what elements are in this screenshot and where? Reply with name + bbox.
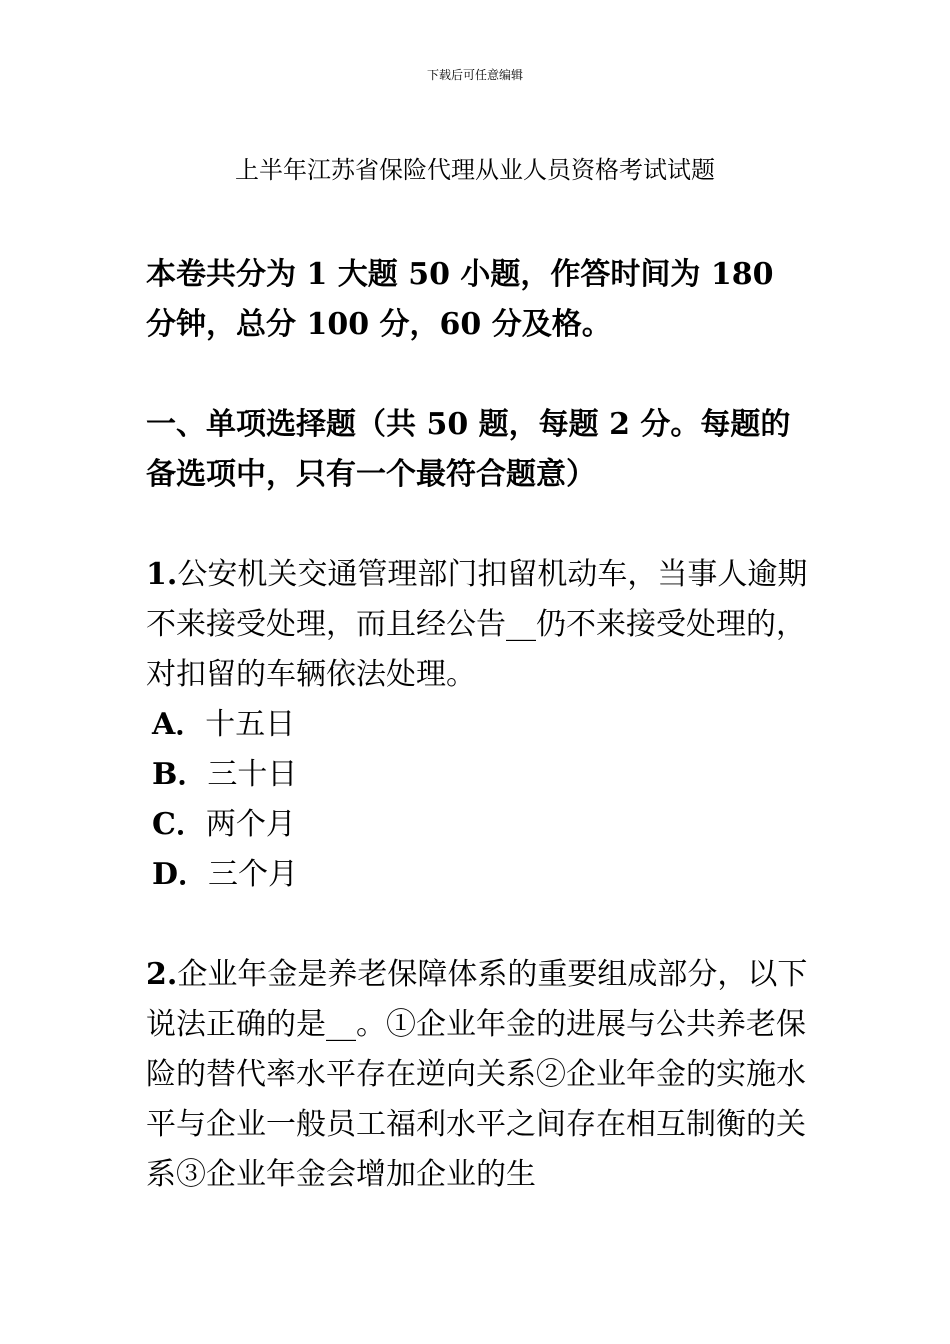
header-note: 下载后可任意编辑 (426, 68, 523, 82)
question-stem (146, 550, 810, 700)
section-heading: 一、单项选择题（共 50 题，每题 2 分。每题的备选项中，只有一个最符合题意） (146, 407, 791, 492)
question-2 (146, 950, 810, 1200)
option-letter: D． (152, 857, 209, 892)
question-number: 2. (146, 957, 178, 992)
document-title: 上半年江苏省保险代理从业人员资格考试试题 (235, 156, 715, 184)
document-body (146, 250, 810, 1200)
option-a (146, 700, 810, 750)
option-text: 三十日 (207, 757, 298, 792)
option-d (146, 850, 810, 900)
question-stem (146, 950, 810, 1200)
option-letter: B． (152, 757, 208, 792)
option-text: 十五日 (205, 707, 296, 742)
option-text: 三个月 (208, 857, 299, 892)
question-1 (146, 550, 810, 900)
option-c (146, 800, 810, 850)
intro-paragraph: 本卷共分为 1 大题 50 小题，作答时间为 180 分钟，总分 100 分，60 分及格。 (146, 257, 774, 342)
option-text: 两个月 (205, 807, 296, 842)
question-number: 1. (146, 557, 178, 592)
question-text: 公安机关交通管理部门扣留机动车，当事人逾期不来接受处理，而且经公告__仍不来接受处理的，对扣留的车辆依法处理。 (146, 557, 808, 692)
question-text: 企业年金是养老保障体系的重要组成部分，以下说法正确的是__。①企业年金的进展与公共养老保险的替代率水平存在逆向关系②企业年金的实施水平与企业一般员工福利水平之间存在相互制衡的关系③企业年金会增加企业的生 (146, 957, 808, 1192)
option-b (146, 750, 810, 800)
option-letter: C． (152, 807, 206, 842)
option-letter: A． (152, 707, 206, 742)
